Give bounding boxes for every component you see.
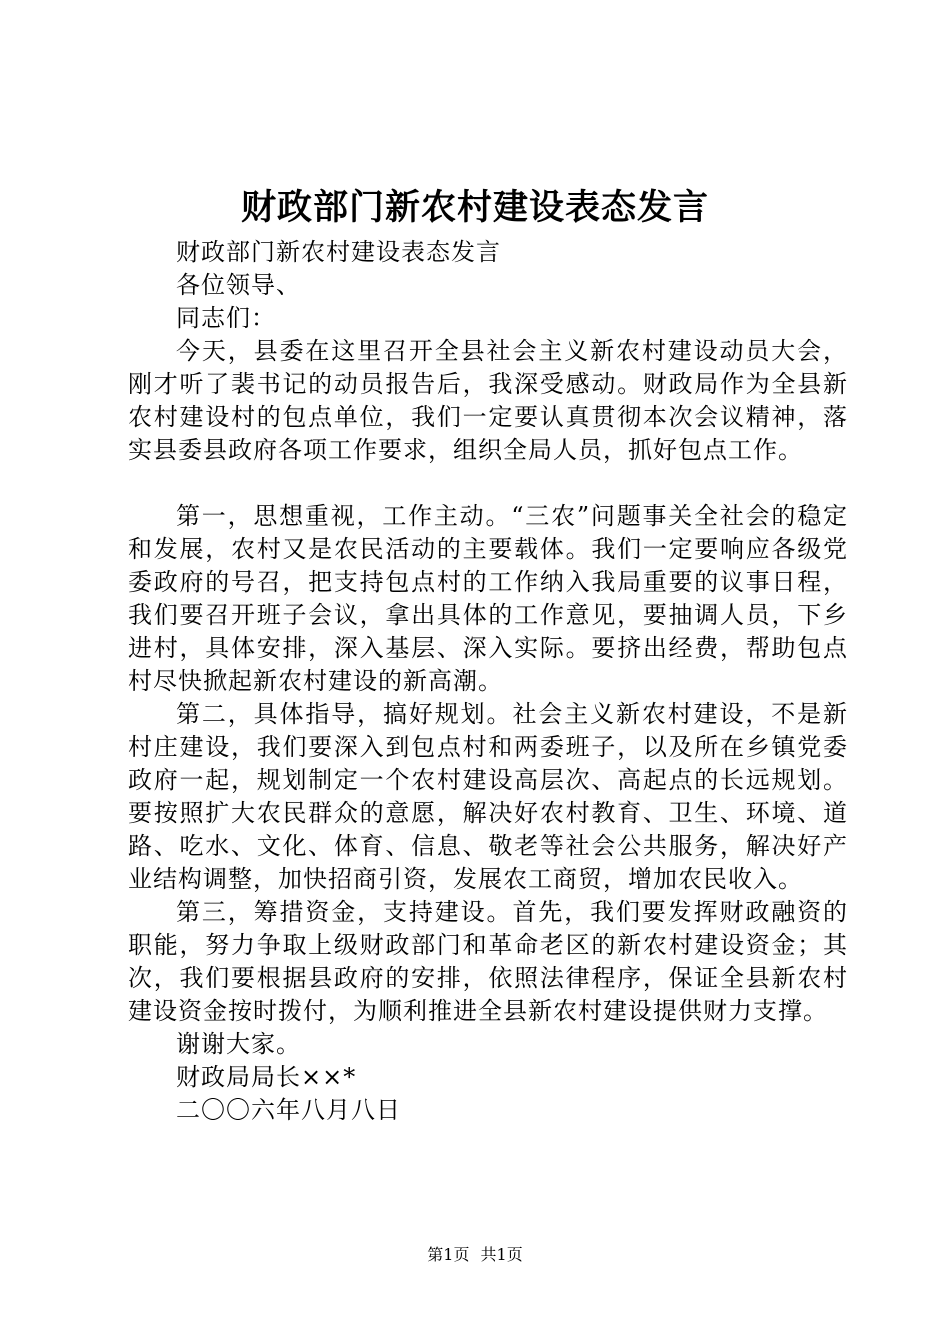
paragraph-salutation-comrades: 同志们： bbox=[176, 304, 276, 332]
paragraph-salutation-leaders: 各位领导、 bbox=[176, 271, 301, 299]
page-footer bbox=[0, 1243, 950, 1267]
document-body bbox=[128, 236, 848, 1127]
page-total: 共1页 bbox=[480, 1245, 523, 1264]
document-title: 财政部门新农村建设表态发言 bbox=[240, 187, 709, 228]
paragraph-intro: 今天，县委在这里召开全县社会主义新农村建设动员大会，刚才听了裴书记的动员报告后，我深受感动。财政局作为全县新农村建设村的包点单位，我们一定要认真贯彻本次会议精神，落实县委县政府各项工作要求，组织全局人员，抓好包点工作。 bbox=[128, 337, 848, 464]
paragraph-signature: 财政局局长××* bbox=[176, 1063, 357, 1091]
paragraph-point-three: 第三，筹措资金，支持建设。首先，我们要发挥财政融资的职能，努力争取上级财政部门和革命老区的新农村建设资金；其次，我们要根据县政府的安排，依照法律程序，保证全县新农村建设资金按时拨付，为顺利推进全县新农村建设提供财力支撑。 bbox=[128, 898, 848, 1025]
paragraph-point-two: 第二，具体指导，搞好规划。社会主义新农村建设，不是新村庄建设，我们要深入到包点村和两委班子，以及所在乡镇党委政府一起，规划制定一个农村建设高层次、高起点的长远规划。要按照扩大农民群众的意愿，解决好农村教育、卫生、环境、道路、吃水、文化、体育、信息、敬老等社会公共服务，解决好产业结构调整，加快招商引资，发展农工商贸，增加农民收入。 bbox=[128, 700, 848, 893]
paragraph-thanks: 谢谢大家。 bbox=[176, 1030, 301, 1058]
paragraph-heading: 财政部门新农村建设表态发言 bbox=[176, 238, 501, 266]
paragraph-point-one: 第一，思想重视，工作主动。“三农”问题事关全社会的稳定和发展，农村又是农民活动的主要载体。我们一定要响应各级党委政府的号召，把支持包点村的工作纳入我局重要的议事日程，我们要召开班子会议，拿出具体的工作意见，要抽调人员，下乡进村，具体安排，深入基层、深入实际。要挤出经费，帮助包点村尽快掀起新农村建设的新高潮。 bbox=[128, 502, 848, 695]
paragraph-date: 二〇〇六年八月八日 bbox=[176, 1096, 401, 1124]
page-number: 第1页 bbox=[427, 1245, 470, 1264]
paragraph-spacer bbox=[128, 467, 848, 500]
